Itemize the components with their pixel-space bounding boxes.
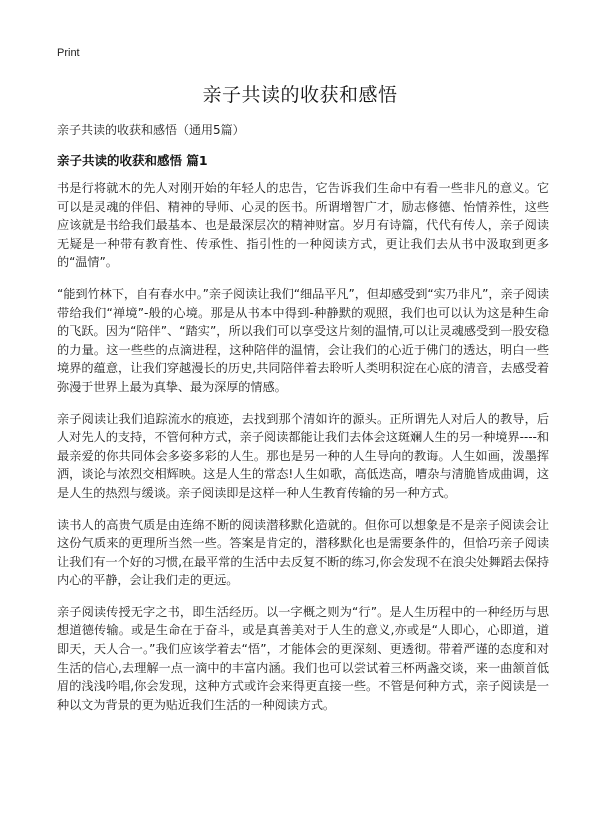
print-label: Print [57,47,80,59]
paragraph-2: “能到竹林下，自有春水中。”亲子阅读让我们“细品平凡”，但却感受到“实乃非凡”，亲子阅读带给我们“禅境”-般的心境。那是从书本中得到-种静默的观照，我们也可以认为这是种生命的飞跃。因为“陪伴”、“踏实”，所以我们可以享受这片刻的温情,可以让灵魂感受到一股安稳的力量。这一些些的点滴进程，这种陪伴的温情，会让我们的心近于佛门的透达，明白一些境界的蕴意，让我们穿越漫长的历史,共同陪伴着去聆听人类明积淀在心底的清音，去感受着弥漫于世界上最为真挚、最为深厚的情感。 [57,286,549,394]
document-subtitle: 亲子共读的收获和感悟（通用5篇） [57,123,245,137]
page-title: 亲子共读的收获和感悟 [202,84,398,106]
paragraph-5: 亲子阅读传授无字之书，即生活经历。以一字概之则为“行”。是人生历程中的一种经历与思想道德传输。或是生命在于奋斗，或是真善美对于人生的意义,亦或是“人即心，心即道，道即天，天人合一。”我们应该学着去“悟”，才能体会的更深刻、更透彻。带着严谨的态度和对生活的信心,去理解一点一滴中的丰富内涵。我们也可以尝试着三杯两盏交谈，来一曲颔首低眉的浅浅吟唱,你会发现，这种方式或许会来得更直接一些。不管是何种方式，亲子阅读是一种以文为背景的更为贴近我们生活的一种阅读方式。 [57,604,549,712]
body-text [57,179,549,727]
paragraph-1: 书是行将就木的先人对刚开始的年轻人的忠告，它告诉我们生命中有看一些非凡的意义。它可以是灵魂的伴侣、精神的导师、心灵的医书。所谓增智广才，励志修德、怡情养性，这些应该就是书给我们最基本、也是最深层次的精神财富。岁月有诗篇，代代有传人，亲子阅读无疑是一种带有教育性、传承性、指引性的一种阅读方式，更让我们去从书中汲取到更多的“温情”。 [57,181,549,270]
paragraph-3: 亲子阅读让我们追踪流水的痕迹，去找到那个清如许的源头。正所谓先人对后人的教导，后人对先人的支持，不管何种方式，亲子阅读都能让我们去体会这斑斓人生的另一种境界----和最亲爱的你共同体会多姿多彩的人生。那也是另一种的人生导向的教诲。人生如画，泼墨挥洒，谈论与浓烈交相辉映。这是人生的常态!人生如歌，高低迭高，嘈杂与清脆皆成曲调，这是人生的热烈与缓谈。亲子阅读即是这样一种人生教育传输的另一种方式。 [57,411,549,500]
paragraph-4: 读书人的高贵气质是由连绵不断的阅读潜移默化造就的。但你可以想象是不是亲子阅读会让这份气质来的更理所当然一些。答案是肯定的，潜移默化也是需要条件的，但恰巧亲子阅读让我们有一个好的习惯,在最平常的生活中去反复不断的练习,你会发现不在浪尖处舞蹈去保持内心的平静，会让我们走的更远。 [57,517,549,588]
section-heading: 亲子共读的收获和感悟 篇1 [57,153,208,168]
